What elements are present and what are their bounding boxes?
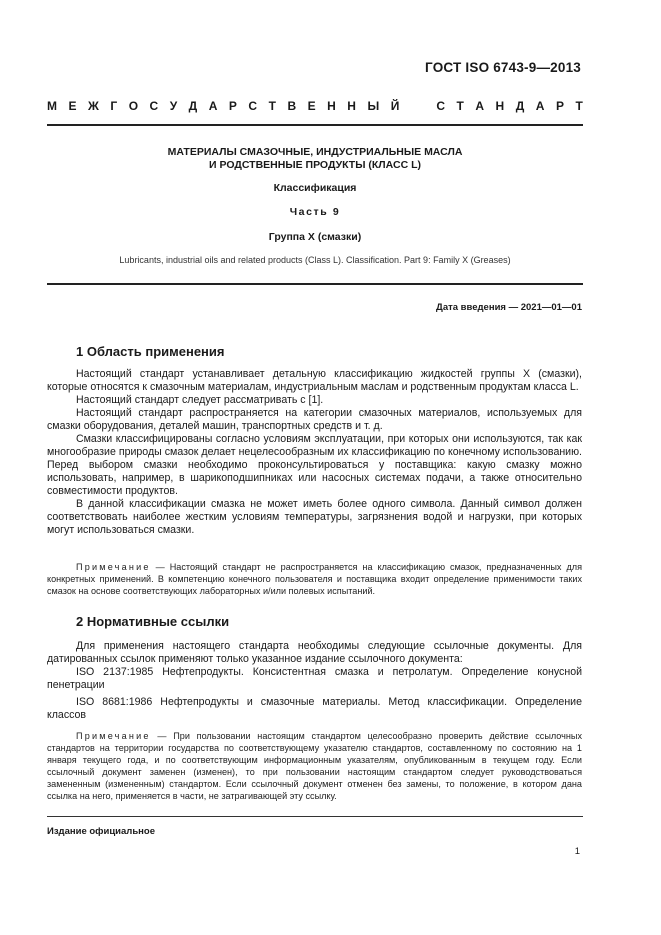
header-rule [47, 124, 583, 126]
document-code: ГОСТ ISO 6743-9—2013 [425, 60, 581, 75]
section-2-body [47, 640, 582, 722]
title-rule [47, 283, 583, 285]
footer-rule [47, 816, 583, 817]
heading-letter: С [436, 99, 446, 113]
heading-letter: С [248, 99, 258, 113]
heading-letter: Т [268, 99, 276, 113]
page-number: 1 [574, 846, 580, 857]
heading-letter: Р [228, 99, 237, 113]
heading-letter: Ж [88, 99, 99, 113]
heading-letter: Д [188, 99, 198, 113]
heading-letter: М [47, 99, 57, 113]
heading-letter: Н [347, 99, 356, 113]
section-1-body [47, 368, 582, 537]
heading-word-gap [411, 99, 425, 113]
section-1-paragraph: Настоящий стандарт следует рассматривать с [1]. [76, 394, 324, 406]
heading-letter: Н [327, 99, 336, 113]
document-part: Часть 9 [289, 206, 341, 218]
note-label: Примечание [76, 731, 151, 741]
normative-reference: ISO 8681:1986 Нефтепродукты и смазочные материалы. Метод классификации. Определение классов [47, 696, 582, 721]
heading-letter: Т [575, 99, 583, 113]
section-1-paragraph: Настоящий стандарт распространяется на категории смазочных материалов, используемых для смазки оборудования, деталей машин, транспортных средств и т. д. [47, 407, 582, 432]
document-subtitle: Классификация [273, 182, 357, 194]
heading-letter: Й [390, 99, 400, 113]
heading-letter: А [475, 99, 485, 113]
introduction-date: Дата введения — 2021—01—01 [436, 302, 582, 313]
note-label: Примечание [76, 562, 151, 572]
section-1-heading: 1 Область применения [76, 344, 225, 359]
title-line-2: И РОДСТВЕННЫЕ ПРОДУКТЫ (КЛАСС L) [209, 159, 421, 171]
heading-letter: Ы [367, 99, 380, 113]
section-1-paragraph: В данной классификации смазка не может иметь более одного символа. Данный символ должен соответствовать наиболее жестким условиям температуры, загрязнения водой и нагрузки, при которых могут использоваться смазки. [47, 498, 582, 536]
section-2-heading: 2 Нормативные ссылки [76, 614, 230, 629]
section-1-paragraph: Настоящий стандарт устанавливает детальную классификацию жидкостей группы X (смазки), которые относятся к смазочным материалам, индустриальным маслам и родственным продуктам класса L. [47, 368, 582, 393]
note-text: — Настоящий стандарт не распространяется на классификацию смазок, предназначенных для конкретных применений. В компетенцию конечного пользователя и поставщика входит определение применимости таких смазок на основе соответствующих лабораторных и/или полевых испытаний. [47, 562, 582, 596]
section-1-note [47, 561, 582, 597]
normative-reference: ISO 2137:1985 Нефтепродукты. Консистентная смазка и петролатум. Определение конусной пенетрации [47, 666, 582, 691]
section-2-paragraph: Для применения настоящего стандарта необходимы следующие ссылочные документы. Для датированных ссылок применяют только указанное издание ссылочного документа: [47, 640, 582, 665]
heading-letter: О [128, 99, 139, 113]
heading-letter: Г [110, 99, 118, 113]
heading-letter: Е [307, 99, 316, 113]
section-2-note [47, 730, 582, 802]
heading-letter: У [169, 99, 178, 113]
heading-letter: Н [495, 99, 505, 113]
heading-letter: С [149, 99, 159, 113]
heading-letter: Д [515, 99, 525, 113]
note-text: — При пользовании настоящим стандартом целесообразно проверить действие ссылочных стандартов на территории государства по соответствующему указателю стандартов, составленному по состоянию на 1 января текущего года, и по соответствующим информационным указателям, опубликованным в текущем году. Если ссылочный документ заменен (изменен), то при пользовании настоящим стандартом следует руководствоваться замененным (измененным) стандартом. Если ссылочный документ отменен без замены, то положение, в котором дана ссылка на него, применяется в части, не затрагивающей эту ссылку. [47, 731, 582, 801]
document-group: Группа X (смазки) [268, 231, 362, 243]
heading-letter: Е [68, 99, 77, 113]
heading-letter: А [208, 99, 218, 113]
document-title [47, 146, 583, 172]
heading-letter: Т [456, 99, 464, 113]
title-line-1: МАТЕРИАЛЫ СМАЗОЧНЫЕ, ИНДУСТРИАЛЬНЫЕ МАСЛА [167, 146, 463, 158]
official-edition-label: Издание официальное [47, 826, 155, 837]
section-1-paragraph: Смазки классифицированы согласно условиям эксплуатации, при которых они используются, так как многообразие природы смазок делает нецелесообразным их классификацию по конечному использованию. Перед выбором смазки необходимо проконсультироваться у поставщика: какую смазку можно использовать, например, в шарикоподшипниках или насосных системах подачи, а также относительно совместимости продуктов. [47, 433, 582, 497]
heading-letter: В [287, 99, 297, 113]
heading-letter: А [535, 99, 545, 113]
heading-letter: Р [555, 99, 564, 113]
english-title: Lubricants, industrial oils and related products (Class L). Classification. Part 9: Family X (Greases) [119, 255, 511, 265]
standard-type-heading [47, 99, 583, 113]
